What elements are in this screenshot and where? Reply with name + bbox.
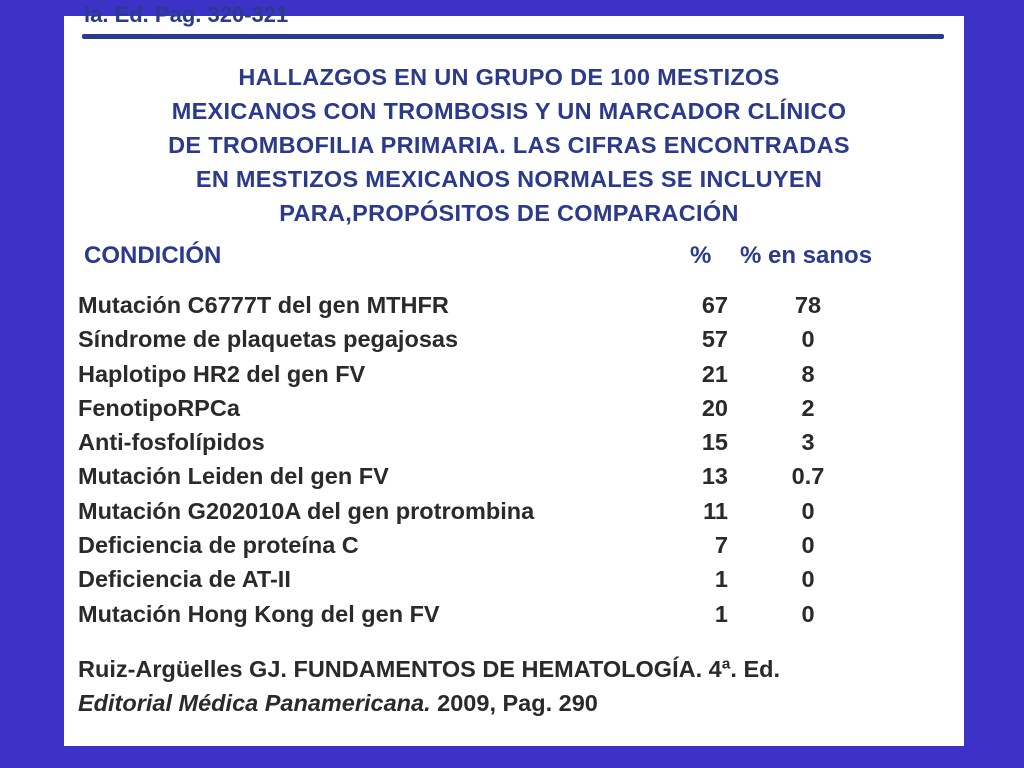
findings-table [78, 292, 938, 635]
column-header-percent: % [690, 242, 712, 269]
percent-cell: 7 [714, 532, 728, 559]
percent-healthy-cell: 0 [801, 497, 815, 524]
percent-healthy-cell: 3 [801, 429, 815, 456]
percent-cell: 13 [701, 463, 728, 490]
table-row [78, 532, 938, 566]
reference-publisher: Editorial Médica Panamericana. [78, 690, 431, 716]
column-header-condition: CONDICIÓN [84, 242, 222, 269]
table-row [78, 292, 938, 326]
percent-cell: 11 [703, 497, 728, 524]
table-row [78, 429, 938, 463]
table-row [78, 326, 938, 360]
condition-cell: Síndrome de plaquetas pegajosas [78, 326, 459, 353]
percent-healthy-cell: 0 [801, 600, 815, 627]
percent-cell: 57 [701, 326, 728, 353]
table-row [78, 463, 938, 497]
header-rule [82, 34, 944, 39]
table-row [78, 361, 938, 395]
condition-cell: Mutación G202010A del gen protrombina [78, 497, 535, 524]
percent-healthy-cell: 0 [801, 326, 815, 353]
percent-cell: 15 [701, 429, 728, 456]
percent-cell: 21 [701, 360, 728, 387]
condition-cell: Mutación Leiden del gen FV [78, 463, 389, 490]
reference-line-1: Ruiz-Argüelles GJ. FUNDAMENTOS DE HEMATOLOGÍA. 4ª. Ed. [78, 656, 781, 682]
table-row [78, 566, 938, 600]
title-line: MEXICANOS CON TROMBOSIS Y UN MARCADOR CLÍNICO [171, 98, 847, 124]
reference-citation [78, 652, 780, 720]
percent-cell: 67 [701, 292, 728, 318]
title-line: HALLAZGOS EN UN GRUPO DE 100 MESTIZOS [238, 64, 780, 90]
percent-healthy-cell: 2 [801, 394, 815, 421]
reference-line-2 [78, 686, 780, 720]
condition-cell: Anti-fosfolípidos [78, 429, 265, 456]
table-row [78, 601, 938, 635]
percent-cell: 20 [701, 394, 728, 421]
reference-year-page: 2009, Pag. 290 [430, 690, 598, 716]
slide-title [84, 60, 934, 230]
percent-healthy-cell: 0.7 [791, 463, 825, 490]
condition-cell: FenotipoRPCa [78, 394, 240, 421]
condition-cell: Deficiencia de AT-II [78, 566, 291, 593]
percent-cell: 1 [714, 566, 728, 593]
condition-cell: Haplotipo HR2 del gen FV [78, 360, 366, 387]
document-page [64, 2, 964, 746]
condition-cell: Deficiencia de proteína C [78, 532, 359, 559]
percent-healthy-cell: 78 [794, 292, 822, 318]
cut-off-header: la. Ed. Pag. 320-321 [84, 2, 289, 27]
column-header-percent-healthy: % en sanos [740, 242, 873, 269]
title-line: DE TROMBOFILIA PRIMARIA. LAS CIFRAS ENCONTRADAS [168, 132, 850, 158]
title-line: EN MESTIZOS MEXICANOS NORMALES SE INCLUYEN [195, 166, 823, 192]
table-row [78, 498, 938, 532]
title-line: PARA,PROPÓSITOS DE COMPARACIÓN [279, 200, 739, 226]
percent-healthy-cell: 0 [801, 532, 815, 559]
percent-healthy-cell: 8 [801, 360, 815, 387]
percent-cell: 1 [714, 600, 728, 627]
condition-cell: Mutación Hong Kong del gen FV [78, 600, 440, 627]
table-row [78, 395, 938, 429]
percent-healthy-cell: 0 [801, 566, 815, 593]
condition-cell: Mutación C6777T del gen MTHFR [78, 292, 449, 318]
